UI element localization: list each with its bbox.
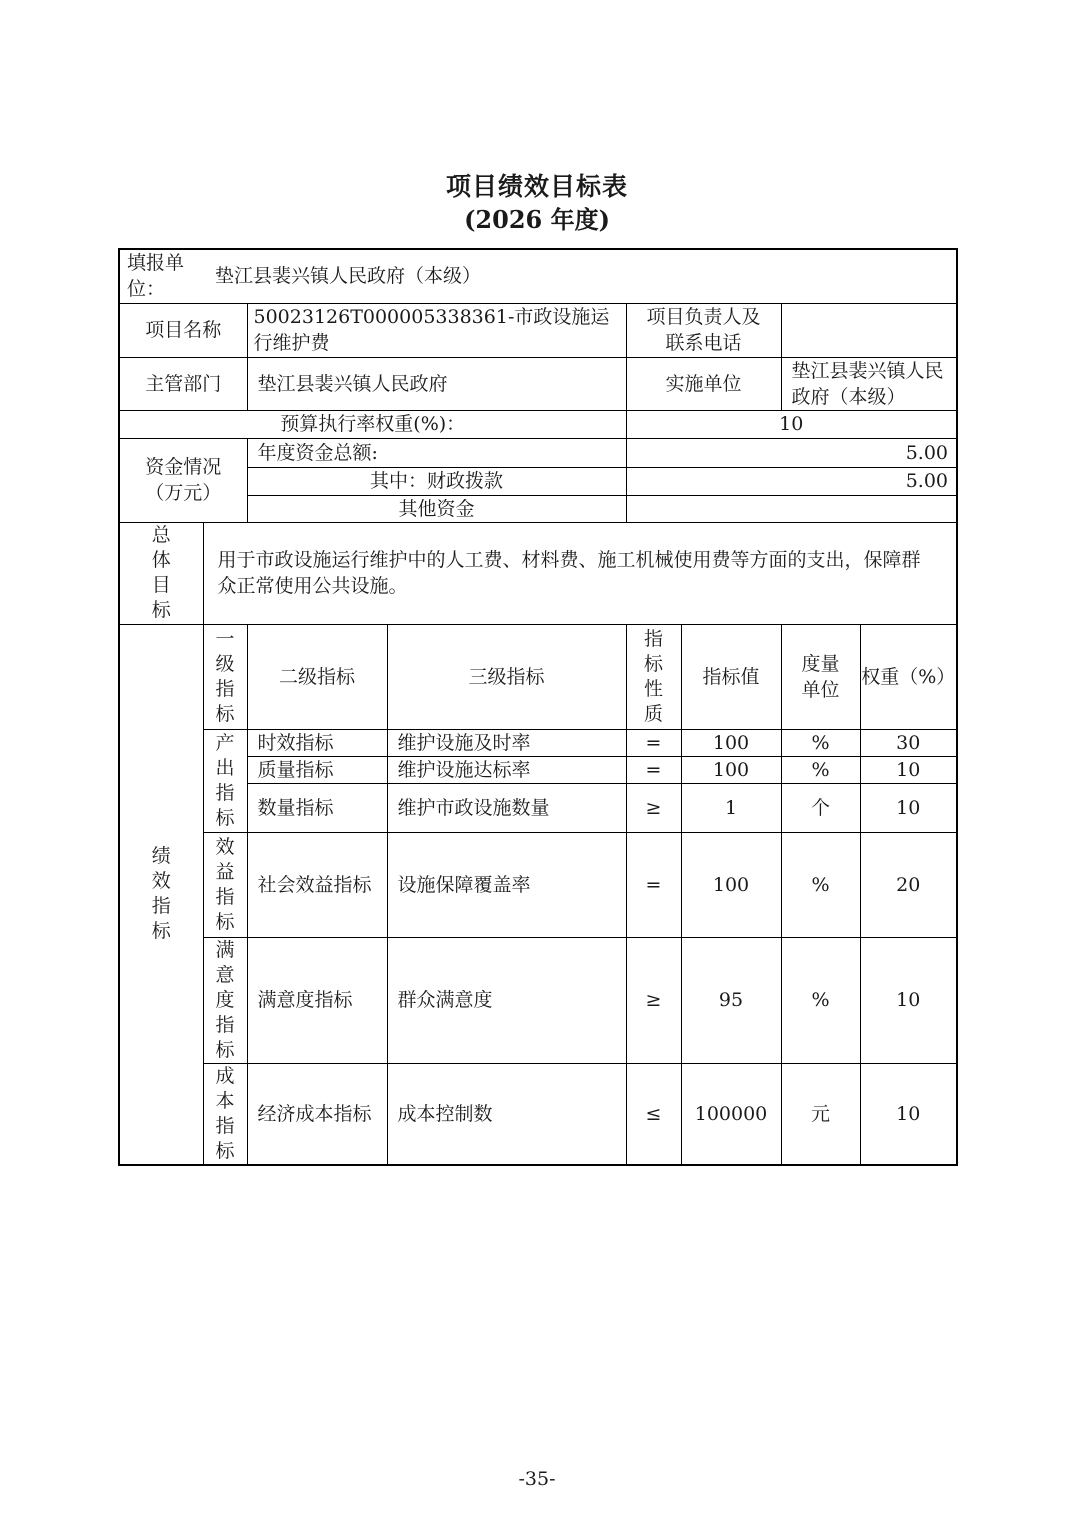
project-name-label: 项目名称 [119,303,247,357]
performance-table [118,248,958,1166]
weight-cell: 10 [860,1063,957,1165]
weight-cell: 10 [860,783,957,832]
overall-goal-text: 用于市政设施运行维护中的人工费、材料费、施工机械使用费等方面的支出，保障群众正常使用公共设施。 [203,522,957,624]
header-value: 指标值 [681,624,781,729]
title-block [0,172,1074,234]
page-subtitle: (2026 年度) [464,205,610,234]
impl-label: 实施单位 [626,357,781,410]
l3-cell: 设施保障覆盖率 [387,832,626,937]
budget-rate-row [119,410,957,438]
nature-cell: ≥ [626,783,681,832]
report-unit-row [119,249,957,303]
unit-cell: % [781,937,860,1063]
header-nature: 指标性质 [643,627,663,725]
l2-cell: 质量指标 [247,756,387,783]
value-cell: 100 [681,832,781,937]
report-unit-value: 垫江县裴兴镇人民政府（本级） [215,265,482,288]
weight-cell: 20 [860,832,957,937]
page-title: 项目绩效目标表 [445,172,628,201]
l2-cell: 满意度指标 [247,937,387,1063]
funds-fiscal-value: 5.00 [626,467,957,495]
l3-cell: 维护设施及时率 [387,729,626,756]
project-name-value: 50023126T000005338361-市政设施运行维护费 [247,303,626,357]
unit-cell: % [781,729,860,756]
page-number: -35- [518,1468,556,1490]
indicator-row [119,937,957,1063]
indicator-row [119,1063,957,1165]
group-output-label: 产出指标 [215,731,235,829]
funds-label: 资金情况（万元） [119,438,247,522]
l3-cell: 群众满意度 [387,937,626,1063]
indicator-section-label: 绩效指标 [151,845,171,943]
leader-value [781,303,957,357]
l3-cell: 成本控制数 [387,1063,626,1165]
value-cell: 100000 [681,1063,781,1165]
header-level2: 二级指标 [247,624,387,729]
nature-cell: = [626,756,681,783]
header-weight: 权重（%） [860,624,957,729]
leader-label: 项目负责人及联系电话 [626,303,781,357]
indicator-row [119,729,957,756]
value-cell: 95 [681,937,781,1063]
budget-rate-label: 预算执行率权重(%)： [119,410,626,438]
nature-cell: = [626,832,681,937]
l2-cell: 社会效益指标 [247,832,387,937]
report-unit-label: 填报单位： [127,252,185,301]
funds-total-label: 年度资金总额: [247,438,626,467]
header-level1: 一级指标 [215,627,235,725]
group-satisfaction-label: 满意度指标 [215,938,235,1061]
l2-cell: 数量指标 [247,783,387,832]
header-unit: 度量单位 [781,624,860,729]
impl-value: 垫江县裴兴镇人民政府（本级） [781,357,957,410]
budget-rate-value: 10 [626,410,957,438]
header-level3: 三级指标 [387,624,626,729]
group-cost-label: 成本指标 [215,1064,235,1162]
nature-cell: = [626,729,681,756]
l3-cell: 维护市政设施数量 [387,783,626,832]
unit-cell: % [781,832,860,937]
overall-goal-row [119,522,957,624]
dept-value: 垫江县裴兴镇人民政府 [247,357,626,410]
funds-row-total [119,438,957,467]
indicator-header-row [119,624,957,729]
department-row [119,357,957,410]
weight-cell: 10 [860,756,957,783]
funds-fiscal-label: 其中：财政拨款 [247,467,626,495]
indicator-row [119,832,957,937]
unit-cell: 个 [781,783,860,832]
nature-cell: ≤ [626,1063,681,1165]
group-benefit-label: 效益指标 [215,835,235,933]
unit-cell: % [781,756,860,783]
project-name-row [119,303,957,357]
weight-cell: 10 [860,937,957,1063]
value-cell: 1 [681,783,781,832]
funds-total-value: 5.00 [626,438,957,467]
l3-cell: 维护设施达标率 [387,756,626,783]
nature-cell: ≥ [626,937,681,1063]
value-cell: 100 [681,729,781,756]
dept-label: 主管部门 [119,357,247,410]
value-cell: 100 [681,756,781,783]
funds-other-label: 其他资金 [247,495,626,522]
l2-cell: 时效指标 [247,729,387,756]
funds-other-value [626,495,957,522]
overall-goal-label: 总体目标 [151,524,171,621]
unit-cell: 元 [781,1063,860,1165]
l2-cell: 经济成本指标 [247,1063,387,1165]
weight-cell: 30 [860,729,957,756]
